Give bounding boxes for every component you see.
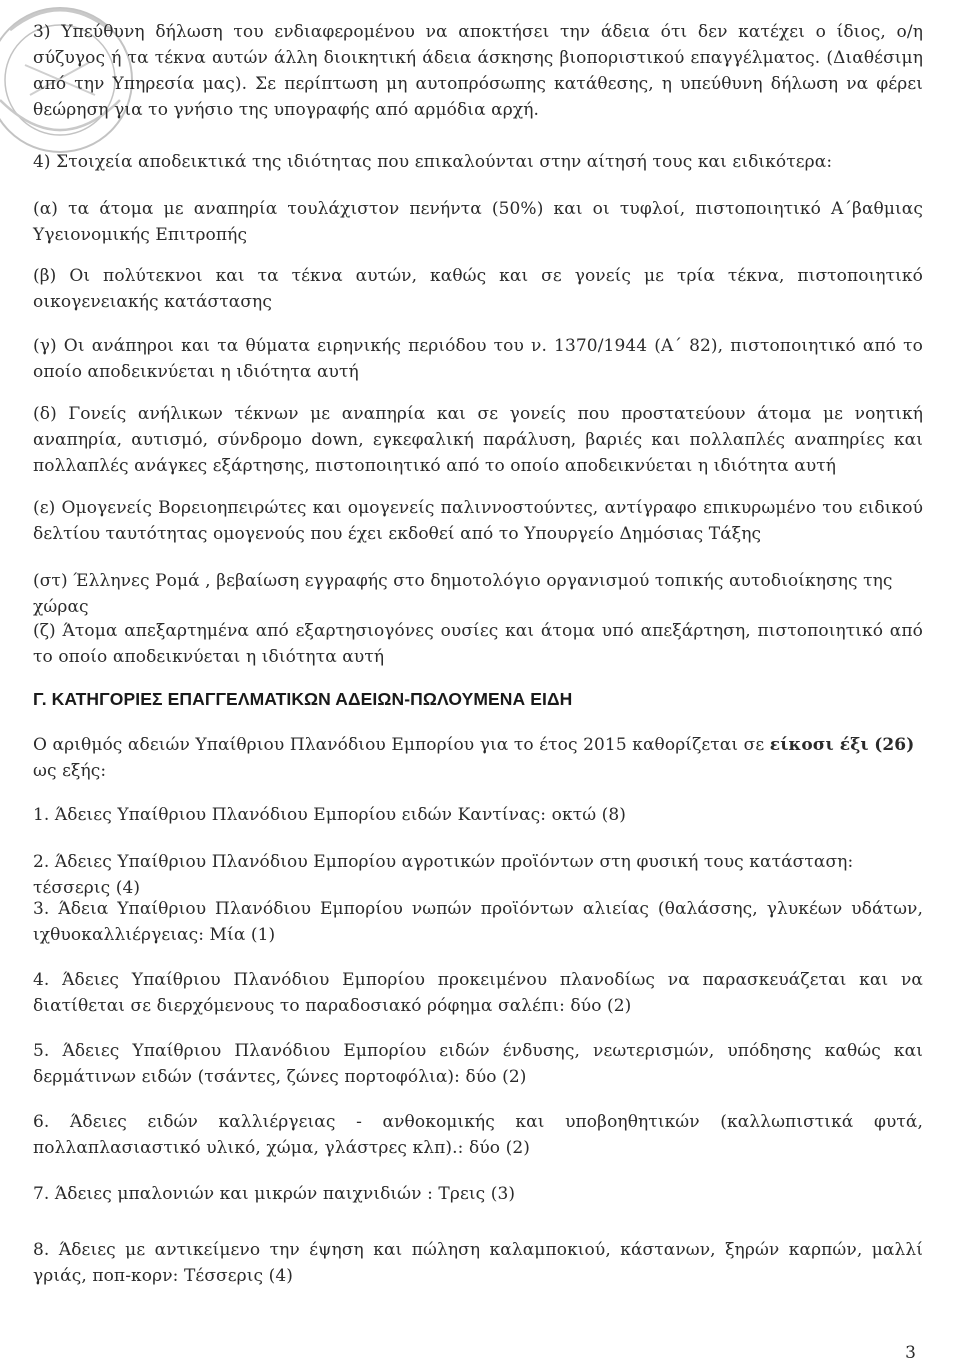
section-heading: Γ. ΚΑΤΗΓΟΡΙΕΣ ΕΠΑΓΓΕΛΜΑΤΙΚΩΝ ΑΔΕΙΩΝ-ΠΩΛΟΥΜΕΝΑ ΕΙΔΗ bbox=[33, 689, 573, 709]
summary-text: Ο αριθμός αδειών Υπαίθριου Πλανόδιου Εμπορίου για το έτος 2015 καθορίζεται σε bbox=[33, 735, 770, 755]
category-d: (δ) Γονείς ανήλικων τέκνων με αναπηρία και σε γονείς που προστατεύουν άτομα με νοητική αναπηρία, αυτισμό, σύνδρομο down, εγκεφαλική παράλυση, βαριές και πολλαπλές αναπηρίες και πολλαπλές ανάγκες εξάρτησης, πιστοποιητικό από το οποίο αποδεικνύεται η ιδιότητα αυτή bbox=[33, 404, 923, 476]
paragraph-3: 3) Υπεύθυνη δήλωση του ενδιαφερομένου να αποκτήσει την άδεια ότι δεν κατέχει ο ίδιος, ο/η σύζυγος ή τα τέκνα αυτών άλλη διοικητική άδεια άσκησης βιοποριστικού επαγγέλματος. (Διαθέσιμη από την Υπηρεσία μας). Σε περίπτωση μη αυτοπρόσωπης κατάθεσης, η υπεύθυνη δήλωση να φέρει θεώρηση για το γνήσιο της υπογραφής από αρμόδια αρχή. bbox=[33, 22, 923, 120]
summary-count-number: (26) bbox=[874, 735, 915, 755]
summary-paragraph bbox=[33, 732, 923, 784]
page-number: 3 bbox=[905, 1343, 916, 1363]
category-e: (ε) Ομογενείς Βορειοηπειρώτες και ομογενείς παλιννοστούντες, αντίγραφο επικυρωμένο του ειδικού δελτίου ταυτότητας ομογενούς που έχει εκδοθεί από το Υπουργείο Δημόσιας Τάξης bbox=[33, 498, 923, 544]
category-b: (β) Οι πολύτεκνοι και τα τέκνα αυτών, καθώς και σε γονείς με τρία τέκνα, πιστοποιητικό οικογενειακής κατάστασης bbox=[33, 266, 923, 312]
summary-tail: ως εξής: bbox=[33, 761, 107, 781]
license-item-4: 4. Άδειες Υπαίθριου Πλανόδιου Εμπορίου προκειμένου πλανοδίως να παρασκευάζεται και να διατίθεται σε διερχόμενους το παραδοσιακό ρόφημα σαλέπι: δύο (2) bbox=[33, 970, 923, 1016]
license-item-5: 5. Άδειες Υπαίθριου Πλανόδιου Εμπορίου ειδών ένδυσης, νεωτερισμών, υπόδησης καθώς και δερμάτινων ειδών (τσάντες, ζώνες πορτοφόλια): δύο (2) bbox=[33, 1041, 923, 1087]
license-item-6: 6. Άδειες ειδών καλλιέργειας - ανθοκομικής και υποβοηθητικών (καλλωπιστικά φυτά, πολλαπλασιαστικό υλικό, χώμα, γλάστρες κλπ).: δύο (2) bbox=[33, 1112, 923, 1158]
license-item-2: 2. Άδειες Υπαίθριου Πλανόδιου Εμπορίου αγροτικών προϊόντων στη φυσική τους κατάσταση: τέσσερις (4) bbox=[33, 852, 854, 898]
category-a: (α) τα άτομα με αναπηρία τουλάχιστον πενήντα (50%) και οι τυφλοί, πιστοποιητικό Α΄βαθμιας Υγειονομικής Επιτροπής bbox=[33, 199, 923, 245]
paragraph-4: 4) Στοιχεία αποδεικτικά της ιδιότητας που επικαλούνται στην αίτησή τους και ειδικότερα: bbox=[33, 152, 833, 172]
license-item-7: 7. Άδειες μπαλονιών και μικρών παιχνιδιών : Τρεις (3) bbox=[33, 1184, 516, 1204]
license-item-8: 8. Άδειες με αντικείμενο την έψηση και πώληση καλαμποκιού, κάστανων, ξηρών καρπών, μαλλί γριάς, ποπ-κορν: Τέσσερις (4) bbox=[33, 1240, 923, 1286]
category-st: (στ) Έλληνες Ρομά , βεβαίωση εγγραφής στο δημοτολόγιο οργανισμού τοπικής αυτοδιοίκησης της χώρας bbox=[33, 571, 893, 617]
license-item-3: 3. Άδεια Υπαίθριου Πλανόδιου Εμπορίου νωπών προϊόντων αλιείας (θαλάσσης, γλυκέων υδάτων, ιχθυοκαλλιέργειας: Μία (1) bbox=[33, 899, 923, 945]
category-z: (ζ) Άτομα απεξαρτημένα από εξαρτησιογόνες ουσίες και άτομα υπό απεξάρτηση, πιστοποιητικό από το οποίο αποδεικνύεται η ιδιότητα αυτή bbox=[33, 621, 923, 667]
license-item-1: 1. Άδειες Υπαίθριου Πλανόδιου Εμπορίου ειδών Καντίνας: οκτώ (8) bbox=[33, 805, 627, 825]
category-c: (γ) Οι ανάπηροι και τα θύματα ειρηνικής περιόδου του ν. 1370/1944 (Α΄ 82), πιστοποιητικό από το οποίο αποδεικνύεται η ιδιότητα αυτή bbox=[33, 336, 923, 382]
summary-count-words: είκοσι έξι bbox=[769, 735, 869, 755]
